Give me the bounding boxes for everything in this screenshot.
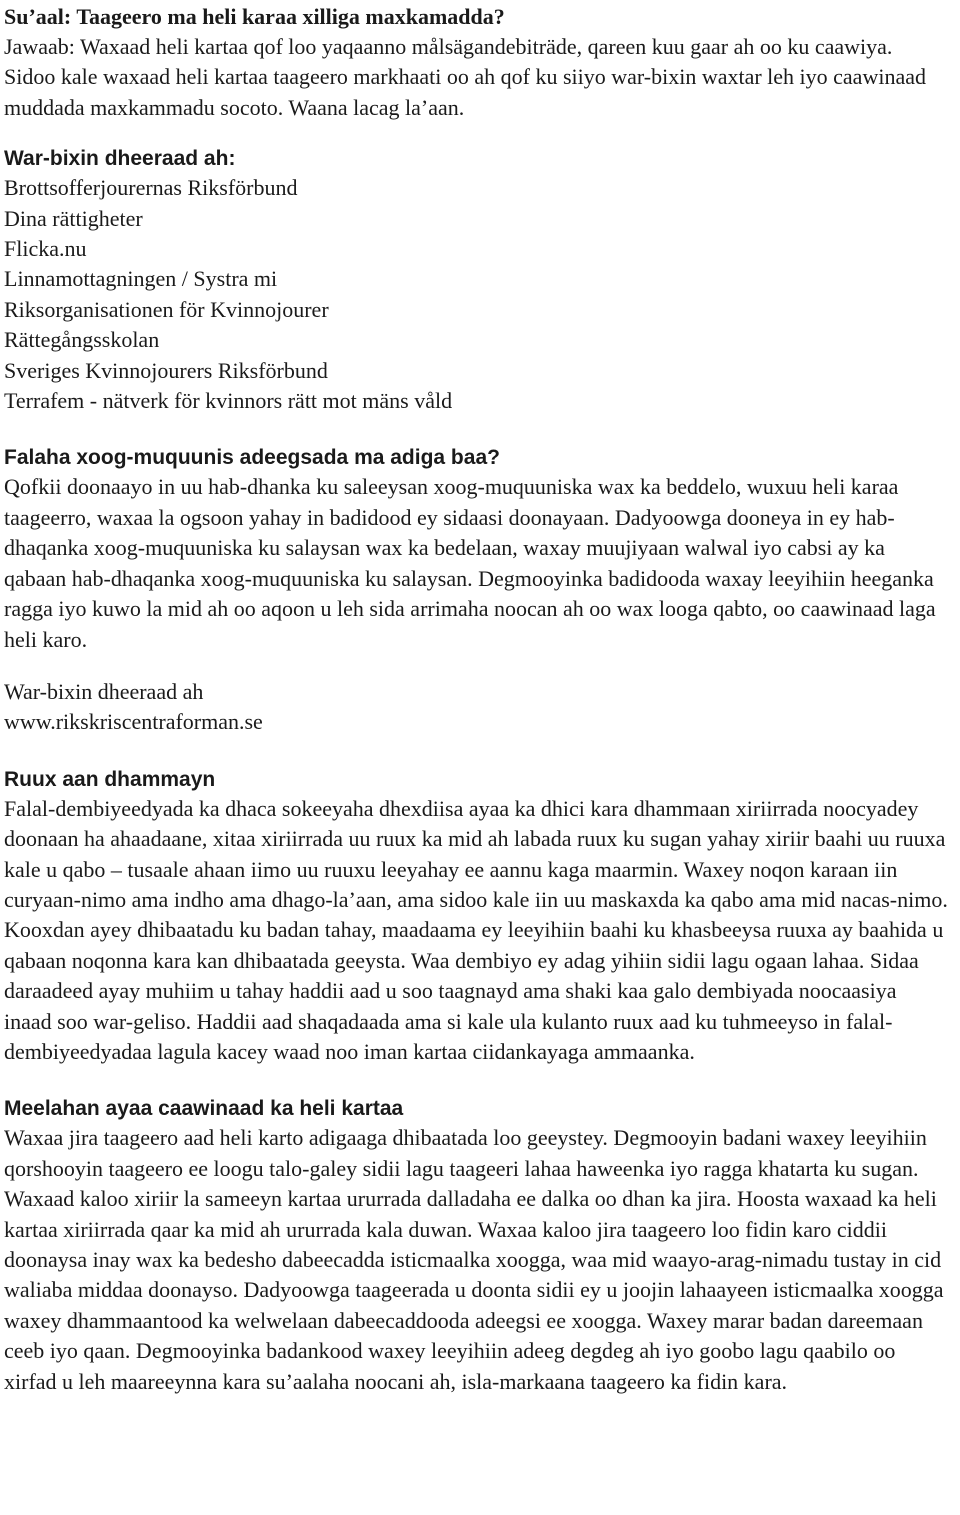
abuser-paragraph: Qofkii doonaayo in uu hab-dhanka ku saleeysan xoog-muquuniska wax ka beddelo, wuxuu heli karaa taageerro, waxaa la ogsoon yahay in badidood ey sidaasi doonayaan. Dadyoowga dooneya in ey hab-dhaqanka xoog-muquuniska ku salaysan wax ka bedelaan, waxay muujiyaan walwal iyo cabsi ay ka qabaan hab-dhaqanka xoog-muquuniska ku salaysan. Degmooyinka badidooda waxay leeyihiin heeganka ragga iyo kuwo la mid ah oo aqoon u leh sida arrimaha noocan ah oo wax looga qabto, oo caawinaad laga heli karo.	[4, 474, 936, 652]
abuser-section	[4, 444, 948, 737]
dependent-section	[4, 766, 948, 1068]
help-paragraph: Waxaa jira taageero aad heli karto adigaaga dhibaatada loo geeystey. Degmooyin badani waxey leeyihiin qorshooyin taageero ee loogu talo-galey sidii lagu taageeri lahaa haweenka iyo ragga khatarta ku sugan. Waxaad kaloo xiriir la sameeyn kartaa ururrada dalladaha ee dalka oo dhan ka jira. Hoosta waxaad ka heli kartaa xiriirrada qaar ka mid ah ururrada kala duwan. Waxaa kaloo jira taageero loo fidin karo ciddii doonaysa inay wax ka bedesho dabeecadda isticmaalka xoogga, waa mid waayo-arag-nimadu tustay in cid waliaba middaa doonayso. Dadyoowga taageerada u doonta sidii ey u joojin lahaayeen isticmaalka xoogga waxey dhammaantood ka welwelaan dabeecaddooda adeegsi ee xoogga. Waxey marar badan dareemaan ceeb iyo qaan. Degmooyinka badankood waxey leeyihiin adeeg degdeg ah iyo goobo lagu qaabilo oo xirfad u leh maareeynna kara su’aalaha noocani ah, isla-markaana taageero ka fidin kara.	[4, 1125, 944, 1394]
help-section	[4, 1095, 948, 1397]
list-item: Flicka.nu	[4, 236, 87, 262]
more-info-label: War-bixin dheeraad ah	[4, 678, 204, 704]
dependent-paragraph: Falal-dembiyeedyada ka dhaca sokeeyaha dhexdiisa ayaa ka dhici kara dhammaan xiriirrada noocyadey doonaan ha ahaadaane, xitaa xiriirrada uu ruux ka mid ah labada ruux ku sugan yahay xiriir baahi uu ruuxa kale u qabo – tusaale ahaan iimo uu ruuxu leeyahay ee aannu kaga maarmin. Waxey noqon karaan iin curyaan-nimo ama indho ama dhago-la’aan, ama sidoo kale iin uu maskaxda ka qabo ama mid nacas-nimo. Kooxdan ayey dhibaatadu ku badan tahay, maadaama ey leeyihiin baahi ku khasbeeysa ruuxa ay baahida u qabaan noqonna kara kan dhibaatada geeysta. Waa dembiyo ey adag yihiin sidii lagu ogaan lahaa. Sidaa daraadeed ayay muhiim u tahay haddii aad u soo taagnayd ama shaki kaa galo dembiyada noocaasiya inaad soo war-geliso. Haddii aad shaqadaada ama si kale ula kulanto ruux aad ku tuhmeeyso in falal-dembiyeedyadaa lagula kacey waad noo iman kartaa ciidankayaga ammaanka.	[4, 795, 948, 1064]
answer-paragraph: Jawaab: Waxaad heli kartaa qof loo yaqaanno målsägandebiträde, qareen kuu gaar ah oo ku caawiya. Sidoo kale waxaad heli kartaa taageero markhaati oo ah qof ku siiyo war-bixin waxtar leh iyo caawinaad muddada maxkammadu socoto. Waana lacag la’aan.	[4, 34, 926, 120]
qa-section	[4, 0, 948, 123]
list-item: Terrafem - nätverk för kvinnors rätt mot mäns våld	[4, 388, 453, 414]
list-item: Dina rättigheter	[4, 205, 143, 231]
dependent-heading: Ruux aan dhammayn	[4, 767, 216, 791]
help-heading: Meelahan ayaa caawinaad ka heli kartaa	[4, 1097, 404, 1121]
list-item: Rättegångsskolan	[4, 327, 160, 353]
resources-heading: War-bixin dheeraad ah:	[4, 147, 236, 171]
resources-list	[4, 173, 948, 416]
website-link[interactable]: www.rikskriscentraforman.se	[4, 709, 263, 735]
list-item: Linnamottagningen / Systra mi	[4, 266, 278, 292]
list-item: Riksorganisationen för Kvinnojourer	[4, 296, 329, 322]
abuser-heading: Falaha xoog-muquunis adeegsada ma adiga baa?	[4, 446, 500, 470]
question-text: Su’aal: Taageero ma heli karaa xilliga maxkamadda?	[4, 4, 505, 29]
list-item: Brottsofferjourernas Riksförbund	[4, 175, 298, 201]
resources-section	[4, 145, 948, 416]
list-item: Sveriges Kvinnojourers Riksförbund	[4, 357, 328, 383]
